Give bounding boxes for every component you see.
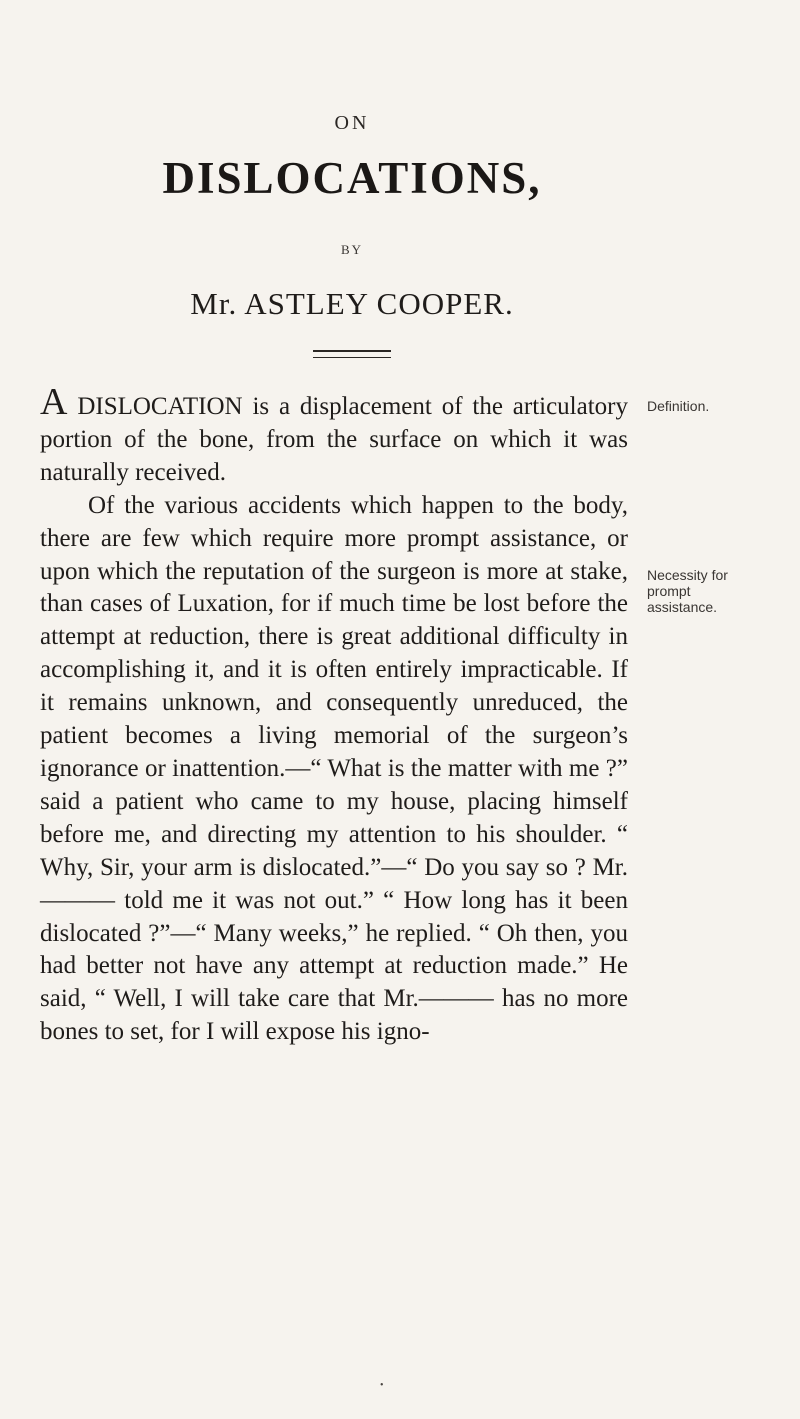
paragraph-definition xyxy=(40,383,628,490)
paragraph-necessity: Of the various accidents which happen to the body, there are few which require more prompt assistance, or upon which the reputation of the surgeon is more at stake, than cases of Luxation, for if much time be lost before the attempt at reduction, there is great additional difficulty in accomplishing it, and it is often entirely impracticable. If it remains unknown, and consequently unreduced, the patient becomes a living memorial of the surgeon’s ignorance or inattention.—“ What is the matter with me ?” said a patient who came to my house, placing himself before me, and directing my attention to his shoulder. “ Why, Sir, your arm is dislocated.”—“ Do you say so ? Mr.——— told me it was not out.” “ How long has it been dislocated ?”—“ Many weeks,” he replied. “ Oh then, you had better not have any attempt at reduction made.” He said, “ Well, I will take care that Mr.——— has no more bones to set, for I will expose his igno- xyxy=(40,491,628,1046)
page-bottom-mark: • xyxy=(380,1380,384,1391)
margin-note-necessity: Necessity for prompt assistance. xyxy=(647,567,728,615)
body-text xyxy=(40,383,628,1049)
margin-note-definition: Definition. xyxy=(647,398,710,414)
byline: BY xyxy=(340,242,364,257)
page-title: DISLOCATIONS, xyxy=(162,153,542,203)
drop-cap: A xyxy=(40,381,68,423)
paragraph-definition-text: DISLOCATION is a displacement of the articulatory portion of the bone, from the surface on which it was naturally received. xyxy=(40,393,628,486)
title-divider xyxy=(313,350,391,358)
header-on: ON xyxy=(334,112,370,134)
author-name: Mr. ASTLEY COOPER. xyxy=(190,286,514,321)
